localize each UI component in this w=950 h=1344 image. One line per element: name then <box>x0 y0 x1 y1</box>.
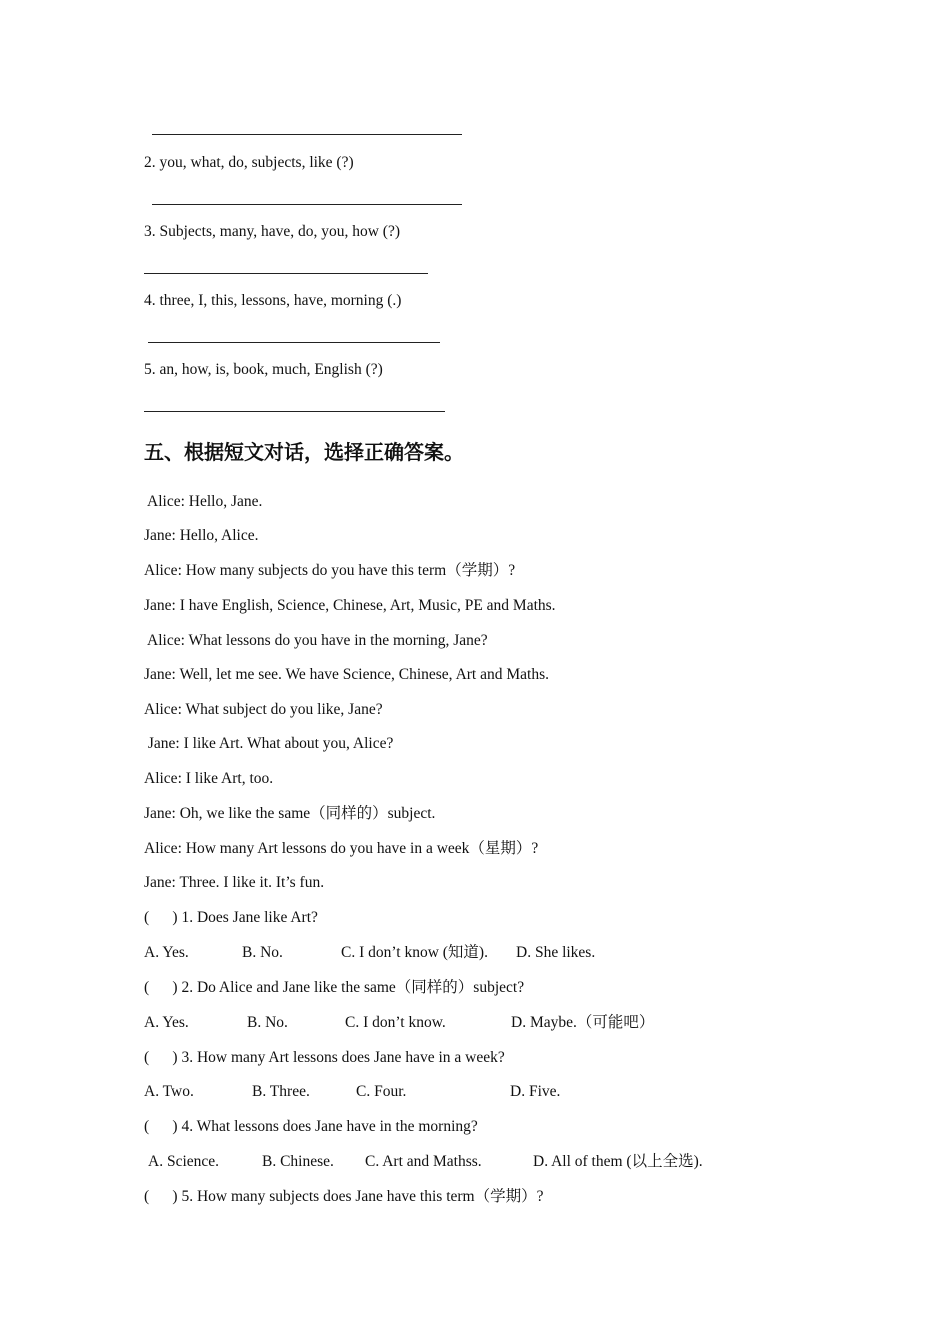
section-heading: 五、根据短文对话，选择正确答案。 <box>144 440 464 464</box>
question-3-option-a[interactable]: A. Two. <box>144 1083 194 1100</box>
question-2-option-a[interactable]: A. Yes. <box>144 1014 189 1031</box>
question-1-option-d[interactable]: D. She likes. <box>516 944 596 961</box>
dialogue-line: Jane: Three. I like it. It’s fun. <box>144 874 325 891</box>
question-4-option-a[interactable]: A. Science. <box>148 1153 220 1170</box>
prompt-3: 3. Subjects, many, have, do, you, how (?) <box>144 223 400 240</box>
dialogue-line: Jane: Well, let me see. We have Science, Chinese, Art and Maths. <box>144 666 549 683</box>
dialogue-line: Alice: How many Art lessons do you have in a week（星期）? <box>144 840 539 857</box>
question-2-option-d[interactable]: D. Maybe.（可能吧） <box>511 1014 655 1031</box>
answer-line-4[interactable] <box>148 342 440 343</box>
question-2[interactable]: ( ) 2. Do Alice and Jane like the same（同样的）subject? <box>144 979 525 996</box>
question-4-option-d[interactable]: D. All of them (以上全选). <box>533 1153 703 1170</box>
dialogue-line: Jane: Oh, we like the same（同样的）subject. <box>144 805 436 822</box>
question-1[interactable]: ( ) 1. Does Jane like Art? <box>144 909 318 926</box>
dialogue-line: Jane: Hello, Alice. <box>144 527 259 544</box>
dialogue-line: Alice: What subject do you like, Jane? <box>144 701 383 718</box>
question-2-option-b[interactable]: B. No. <box>247 1014 288 1031</box>
dialogue-line: Alice: Hello, Jane. <box>144 493 263 510</box>
dialogue-line: Alice: What lessons do you have in the morning, Jane? <box>144 632 488 649</box>
answer-line-5[interactable] <box>144 411 445 412</box>
question-1-option-b[interactable]: B. No. <box>242 944 283 961</box>
question-3-option-c[interactable]: C. Four. <box>356 1083 407 1100</box>
dialogue-line: Alice: How many subjects do you have this term（学期）? <box>144 562 516 579</box>
answer-line-3[interactable] <box>144 273 428 274</box>
question-4-option-b[interactable]: B. Chinese. <box>262 1153 334 1170</box>
dialogue-line: Jane: I have English, Science, Chinese, Art, Music, PE and Maths. <box>144 597 556 614</box>
dialogue-line: Jane: I like Art. What about you, Alice? <box>144 735 394 752</box>
prompt-4: 4. three, I, this, lessons, have, morning (.) <box>144 292 402 309</box>
question-4-option-c[interactable]: C. Art and Mathss. <box>365 1153 482 1170</box>
prompt-5: 5. an, how, is, book, much, English (?) <box>144 361 383 378</box>
answer-line-2[interactable] <box>152 204 462 205</box>
question-1-option-a[interactable]: A. Yes. <box>144 944 189 961</box>
question-3-option-d[interactable]: D. Five. <box>510 1083 561 1100</box>
question-3[interactable]: ( ) 3. How many Art lessons does Jane have in a week? <box>144 1049 505 1066</box>
question-3-option-b[interactable]: B. Three. <box>252 1083 310 1100</box>
answer-line-1[interactable] <box>152 134 462 135</box>
question-1-option-c[interactable]: C. I don’t know (知道). <box>341 944 488 961</box>
prompt-2: 2. you, what, do, subjects, like (?) <box>144 154 354 171</box>
question-4[interactable]: ( ) 4. What lessons does Jane have in the morning? <box>144 1118 478 1135</box>
dialogue-line: Alice: I like Art, too. <box>144 770 274 787</box>
question-2-option-c[interactable]: C. I don’t know. <box>345 1014 446 1031</box>
question-5[interactable]: ( ) 5. How many subjects does Jane have this term（学期）? <box>144 1188 544 1205</box>
